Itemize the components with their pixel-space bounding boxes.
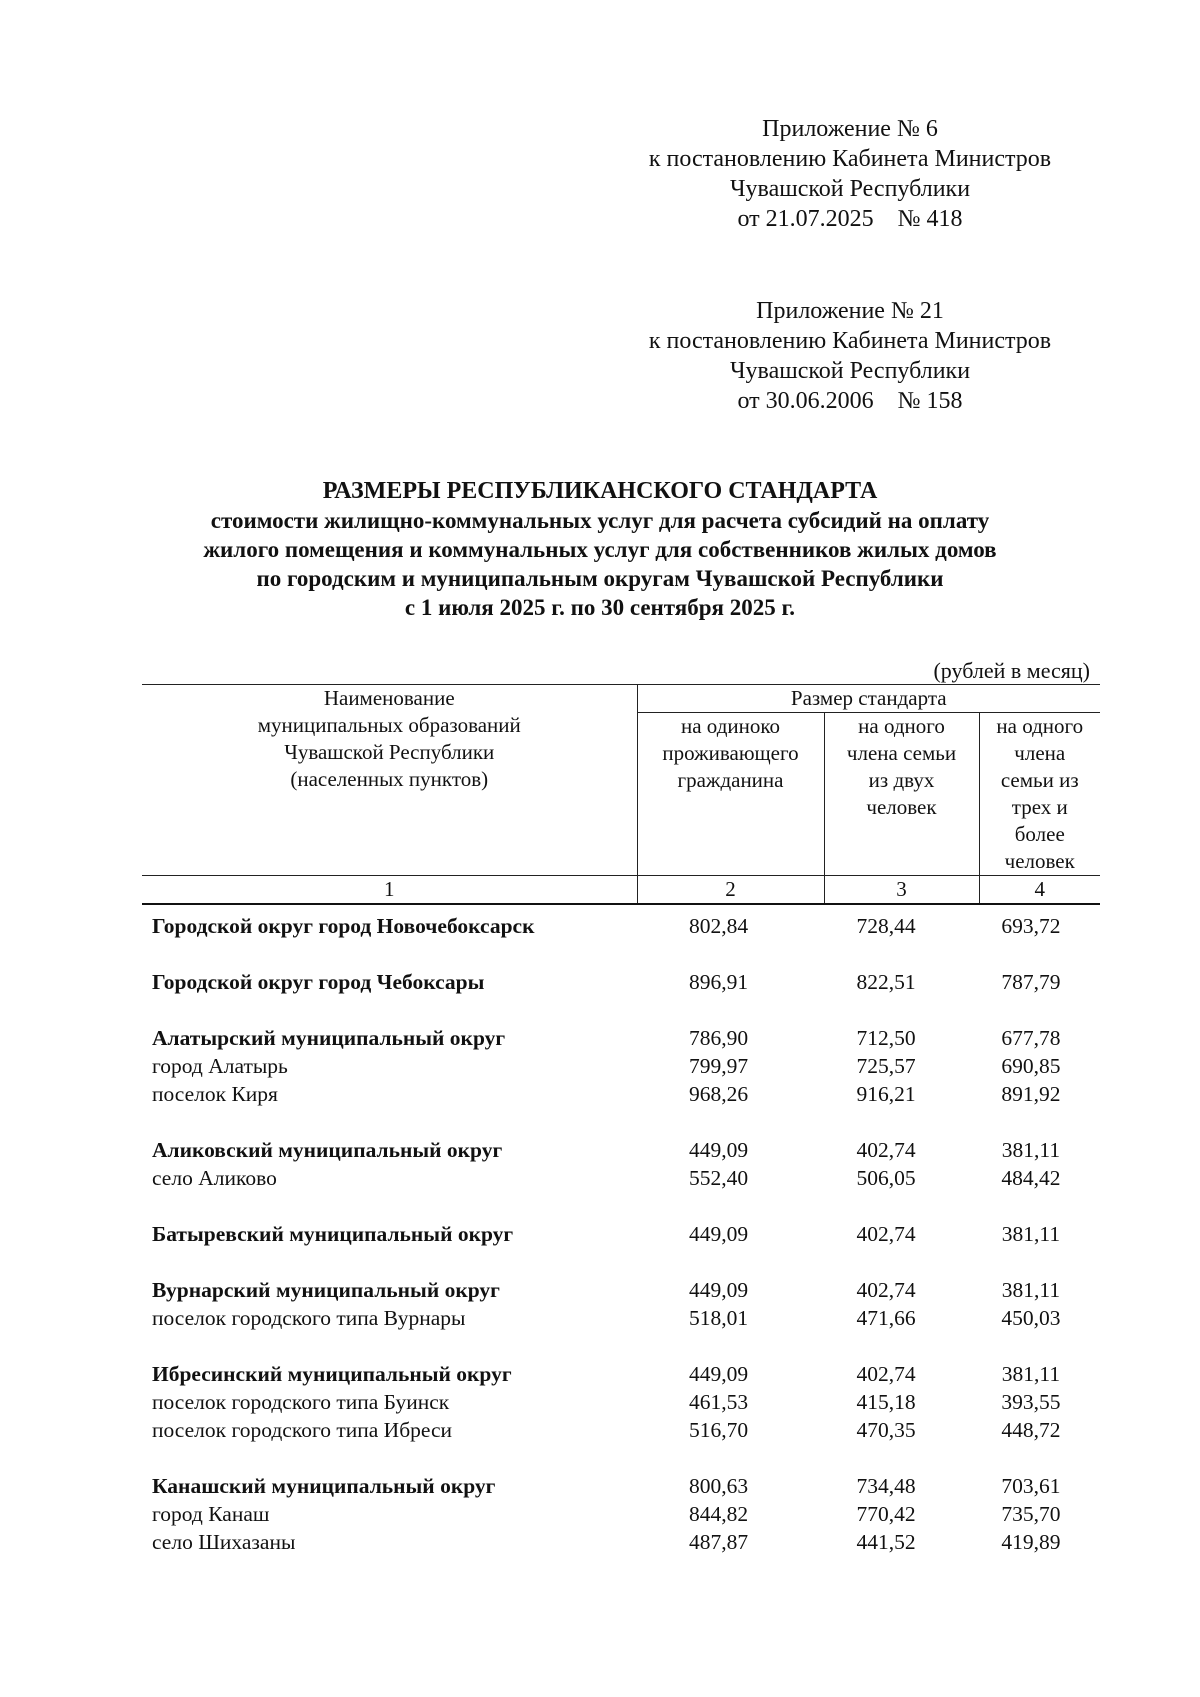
row-value-two: 916,21 — [856, 1082, 916, 1106]
table-row-settlement — [142, 1052, 1100, 1080]
appendix-6-republic: Чувашской Республики — [729, 176, 971, 202]
header-col-two: на одного члена семьи из двух человек — [824, 713, 979, 876]
row-value-two: 470,35 — [856, 1418, 916, 1442]
appendix-21-number: Приложение № 21 — [756, 298, 944, 324]
table-row-district — [142, 1472, 1100, 1500]
row-name: Ибресинский муниципальный округ — [152, 1362, 512, 1386]
row-value-single: 896,91 — [688, 970, 749, 994]
appendix-6-date: от 21.07.2025 № 418 — [737, 206, 963, 232]
table-row-settlement — [142, 1528, 1100, 1556]
document-title — [140, 477, 1060, 622]
unit-note: (рублей в месяц) — [933, 658, 1090, 683]
appendix-21-block — [560, 296, 1140, 416]
row-name: Аликовский муниципальный округ — [152, 1138, 503, 1162]
header-col-single: на одиноко проживающего гражданина — [637, 713, 824, 876]
row-value-single: 461,53 — [688, 1390, 749, 1414]
row-name: село Шихазаны — [152, 1530, 296, 1554]
header-number-2: 2 — [637, 876, 824, 905]
row-value-three: 419,89 — [1001, 1530, 1061, 1554]
row-value-two: 471,66 — [856, 1306, 916, 1330]
row-name: Канашский муниципальный округ — [152, 1474, 496, 1498]
group-spacer — [142, 1192, 1100, 1220]
table-row-settlement — [142, 1388, 1100, 1416]
row-value-two: 402,74 — [856, 1278, 916, 1302]
row-name: Батыревский муниципальный округ — [152, 1222, 514, 1246]
header-numbers-row — [142, 876, 1100, 905]
table-row-district — [142, 1024, 1100, 1052]
title-line-3: жилого помещения и коммунальных услуг для собственников жилых домов — [203, 537, 997, 562]
appendix-6-reference: к постановлению Кабинета Министров — [648, 146, 1052, 172]
row-value-three: 381,11 — [1001, 1138, 1061, 1162]
row-value-two: 770,42 — [856, 1502, 916, 1526]
table-body — [142, 912, 1100, 1556]
table-row-settlement — [142, 1500, 1100, 1528]
row-value-three: 891,92 — [1001, 1082, 1061, 1106]
row-value-three: 693,72 — [1001, 914, 1061, 938]
table-row-settlement — [142, 1304, 1100, 1332]
table-row-district — [142, 1136, 1100, 1164]
appendix-6-number: Приложение № 6 — [762, 116, 938, 142]
row-name: поселок городского типа Ибреси — [152, 1418, 453, 1442]
row-value-single: 799,97 — [688, 1054, 749, 1078]
header-col-three: на одного члена семьи из трех и более человек — [979, 713, 1100, 876]
header-group-standard: Размер стандарта — [637, 685, 1100, 713]
row-value-single: 449,09 — [688, 1278, 749, 1302]
group-spacer — [142, 940, 1100, 968]
row-value-single: 786,90 — [688, 1026, 749, 1050]
row-value-three: 677,78 — [1001, 1026, 1061, 1050]
row-value-three: 450,03 — [1001, 1306, 1061, 1330]
table-row-settlement — [142, 1164, 1100, 1192]
table-row-district — [142, 1220, 1100, 1248]
row-value-single: 844,82 — [688, 1502, 749, 1526]
row-value-single: 516,70 — [688, 1418, 749, 1442]
title-line-4: по городским и муниципальным округам Чувашской Республики — [256, 566, 944, 591]
header-number-1: 1 — [142, 876, 637, 905]
row-value-two: 728,44 — [856, 914, 916, 938]
appendix-21-reference: к постановлению Кабинета Министров — [648, 328, 1052, 354]
table-row-settlement — [142, 1416, 1100, 1444]
row-value-three: 448,72 — [1001, 1418, 1061, 1442]
row-name: поселок Киря — [152, 1082, 278, 1106]
row-value-single: 968,26 — [688, 1082, 749, 1106]
row-value-three: 393,55 — [1001, 1390, 1061, 1414]
row-value-two: 506,05 — [856, 1166, 916, 1190]
row-value-three: 735,70 — [1001, 1502, 1061, 1526]
title-line-2: стоимости жилищно-коммунальных услуг для расчета субсидий на оплату — [210, 508, 990, 533]
row-value-single: 487,87 — [688, 1530, 749, 1554]
row-value-three: 381,11 — [1001, 1222, 1061, 1246]
appendix-6-block — [560, 114, 1140, 234]
row-value-single: 552,40 — [688, 1166, 749, 1190]
group-spacer — [142, 1248, 1100, 1276]
group-spacer — [142, 996, 1100, 1024]
title-period: с 1 июля 2025 г. по 30 сентября 2025 г. — [404, 595, 796, 620]
row-value-two: 402,74 — [856, 1138, 916, 1162]
table-row-district — [142, 968, 1100, 996]
table-row-district — [142, 912, 1100, 940]
row-value-single: 449,09 — [688, 1222, 749, 1246]
row-value-single: 800,63 — [688, 1474, 749, 1498]
appendix-21-date: от 30.06.2006 № 158 — [737, 388, 963, 414]
row-name: село Аликово — [152, 1166, 277, 1190]
row-name: Городской округ город Новочебоксарск — [152, 914, 535, 938]
row-name: поселок городского типа Буинск — [152, 1390, 450, 1414]
row-value-single: 449,09 — [688, 1362, 749, 1386]
row-value-two: 725,57 — [856, 1054, 916, 1078]
group-spacer — [142, 1332, 1100, 1360]
row-value-two: 402,74 — [856, 1222, 916, 1246]
row-value-three: 703,61 — [1001, 1474, 1061, 1498]
table-row-district — [142, 1360, 1100, 1388]
row-value-single: 802,84 — [688, 914, 749, 938]
appendix-21-republic: Чувашской Республики — [729, 358, 971, 384]
row-name: Городской округ город Чебоксары — [152, 970, 485, 994]
group-spacer — [142, 1444, 1100, 1472]
table-row-settlement — [142, 1080, 1100, 1108]
row-value-single: 449,09 — [688, 1138, 749, 1162]
table-row-district — [142, 1276, 1100, 1304]
row-value-three: 690,85 — [1001, 1054, 1061, 1078]
row-value-two: 822,51 — [856, 970, 916, 994]
row-value-two: 712,50 — [856, 1026, 916, 1050]
row-value-three: 484,42 — [1001, 1166, 1061, 1190]
group-spacer — [142, 1108, 1100, 1136]
row-name: Вурнарский муниципальный округ — [152, 1278, 500, 1302]
row-value-three: 381,11 — [1001, 1362, 1061, 1386]
row-value-single: 518,01 — [688, 1306, 749, 1330]
row-name: город Алатырь — [152, 1054, 288, 1078]
row-value-three: 381,11 — [1001, 1278, 1061, 1302]
row-value-three: 787,79 — [1001, 970, 1061, 994]
title-main: РАЗМЕРЫ РЕСПУБЛИКАНСКОГО СТАНДАРТА — [322, 478, 878, 504]
row-name: поселок городского типа Вурнары — [152, 1306, 466, 1330]
table-header — [142, 684, 1100, 905]
row-value-two: 441,52 — [856, 1530, 916, 1554]
row-value-two: 402,74 — [856, 1362, 916, 1386]
row-name: город Канаш — [152, 1502, 270, 1526]
row-value-two: 734,48 — [856, 1474, 916, 1498]
header-number-4: 4 — [979, 876, 1100, 905]
row-name: Алатырский муниципальный округ — [152, 1026, 506, 1050]
row-value-two: 415,18 — [856, 1390, 916, 1414]
header-col-name: Наименование муниципальных образований Чувашской Республики (населенных пунктов) — [142, 685, 637, 876]
standards-table-header — [142, 684, 1100, 905]
header-number-3: 3 — [824, 876, 979, 905]
